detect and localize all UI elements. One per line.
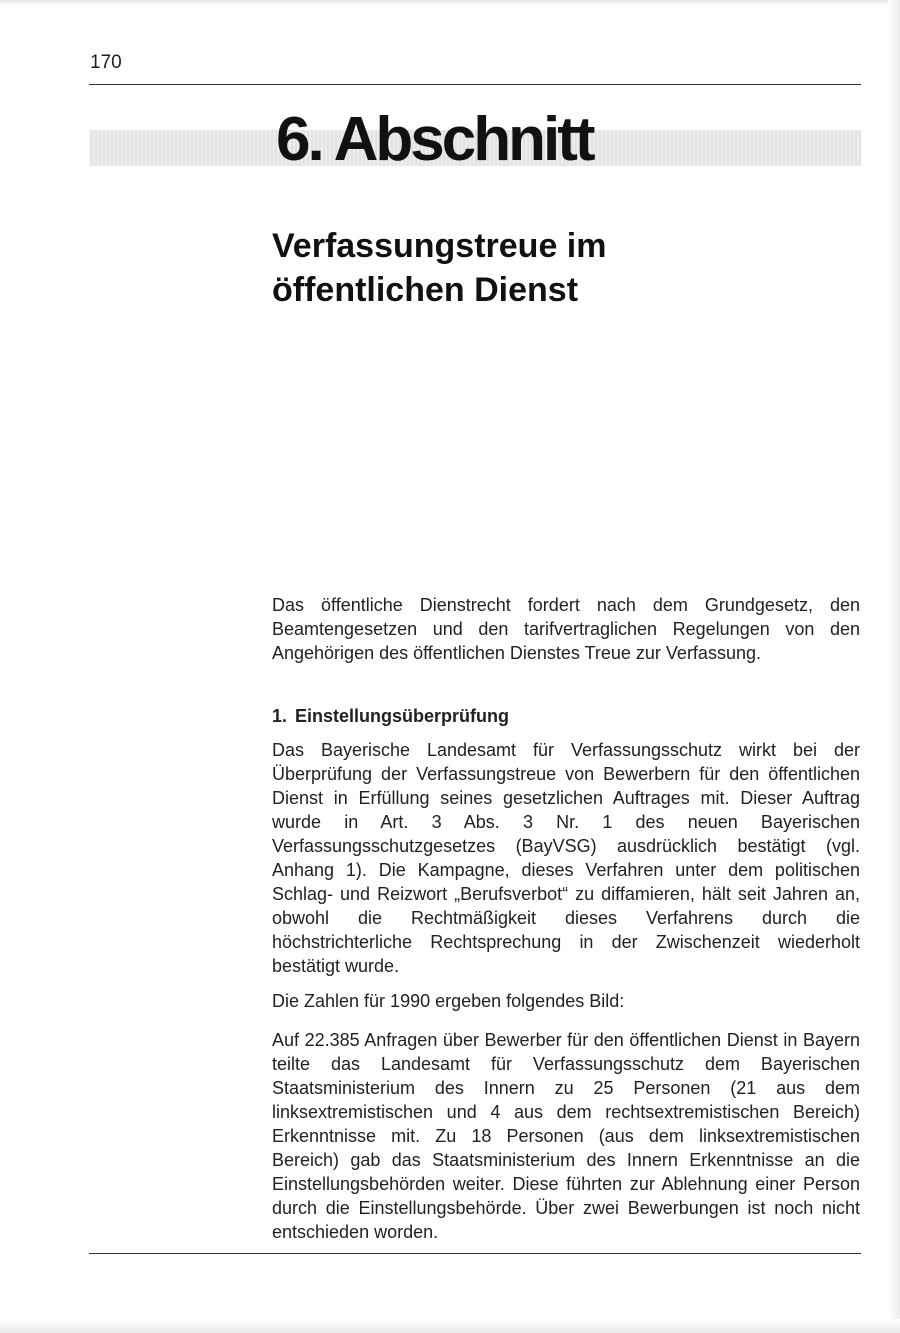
body-paragraph: Das Bayerische Landesamt für Verfassungsschutz wirkt bei der Überprüfung der Verfassungstreue von Bewerbern für den öffentlichen Dienst in Erfüllung seines gesetzlichen Auftrages mit. Dieser Auftrag wurde in Art. 3 Abs. 3 Nr. 1 des neuen Bayerischen Verfassungsschutzgesetzes (BayVSG) ausdrücklich bestätigt (vgl. Anhang 1). Die Kampagne, dieses Verfahren unter dem politischen Schlag- und Reizwort „Berufsverbot“ zu diffamieren, hält seit Jahren an, obwohl die Rechtmäßigkeit dieses Verfahrens durch die höchstrichterliche Rechtsprechung in der Zwischenzeit wiederholt bestätigt wurde. (272, 740, 860, 976)
chapter-title-line-2: öffentlichen Dienst (272, 271, 579, 309)
page-number: 170 (90, 52, 122, 73)
footer-rule (89, 1253, 861, 1254)
intro-paragraph: Das öffentliche Dienstrecht fordert nach dem Grundgesetz, den Beamtengesetzen und den tarifvertraglichen Regelungen von den Angehörigen des öffentlichen Dienstes Treue zur Verfassung. (272, 595, 860, 663)
subsection-number: 1. (272, 706, 288, 726)
body-paragraph: Auf 22.385 Anfragen über Bewerber für den öffentlichen Dienst in Bayern teilte das Landesamt für Verfassungsschutz dem Bayerischen Staatsministerium des Innern zu 25 Personen (21 aus dem linksextremistischen und 4 aus dem rechtsextremistischen Bereich) Erkenntnisse mit. Zu 18 Personen (aus dem linksextremistischen Bereich) gab das Staatsministerium des Innern Erkenntnisse an die Einstellungsbehörden weiter. Diese führten zur Ablehnung einer Person durch die Einstellungsbehörde. Über zwei Bewerbungen ist noch nicht entschieden worden. (272, 1030, 860, 1242)
scan-edge-top (0, 0, 900, 6)
body-paragraph: Die Zahlen für 1990 ergeben folgendes Bild: (272, 991, 625, 1011)
chapter-title-line-1: Verfassungstreue im (272, 227, 607, 265)
section-label: 6. Abschnitt (276, 105, 593, 174)
chapter-title (272, 224, 832, 312)
subsection-title: Einstellungsüberprüfung (295, 706, 510, 726)
scan-edge-bottom (0, 1319, 900, 1333)
subsection-heading (272, 704, 509, 728)
scan-edge-right (888, 0, 900, 1333)
header-rule (89, 84, 861, 85)
